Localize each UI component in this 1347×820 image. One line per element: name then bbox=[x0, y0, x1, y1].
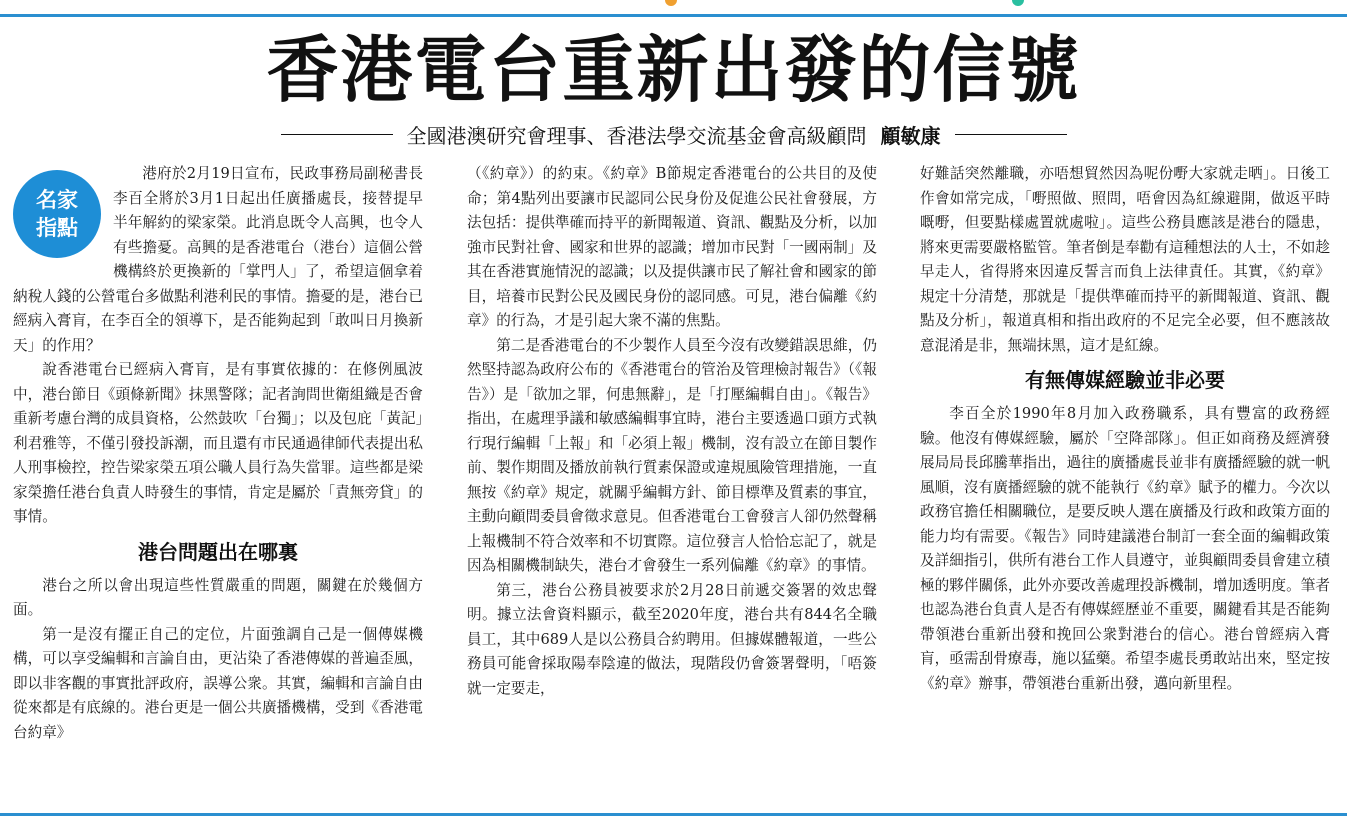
byline bbox=[0, 118, 1347, 150]
column-badge bbox=[13, 170, 101, 258]
byline-role: 全國港澳研究會理事、香港法學交流基金會高級顧問 bbox=[406, 123, 867, 148]
top-decoration bbox=[1012, 0, 1024, 6]
column-1 bbox=[13, 162, 423, 745]
paragraph: 好難話突然離職，亦唔想貿然因為呢份嘢大家就走晒」。日後工作會如常完成，「嘢照做、照問，唔會因為紅線避開，做返平時嘅嘢，但要點樣處置就處啦」。這些公務員應該是港台的隱患，將來更需要嚴格監管。筆者倒是奉勸有這種想法的人士，不如趁早走人，省得將來因違反誓言而負上法律責任。其實，《約章》規定十分清楚，那就是「提供準確而持平的新聞報道、資訊、觀點及分析」，報道真相和指出政府的不足完全必要，但不應該故意混淆是非，無端抹黑，這才是紅線。 bbox=[920, 165, 1330, 354]
paragraph: 說香港電台已經病入膏肓，是有事實依據的：在修例風波中，港台節目《頭條新聞》抹黑警隊；記者詢問世衛組織是否會重新考慮台灣的成員資格，公然鼓吹「台獨」；以及包庇「黃記」利君雅等，不僅引發投訴潮，而且還有市民通過律師代表提出私人刑事檢控，控告梁家榮五項公職人員行為失當罪。這些都是梁家榮擔任港台負責人時發生的事情，肯定是屬於「責無旁貸」的事情。 bbox=[13, 361, 423, 525]
paragraph: 第三，港台公務員被要求於2月28日前遞交簽署的效忠聲明。據立法會資料顯示，截至2020年度，港台共有844名全職員工，其中689人是以公務員合約聘用。但據媒體報道，一些公務員可能會採取陽奉陰違的做法，現階段仍會簽署聲明，「唔簽就一定要走， bbox=[467, 581, 877, 697]
top-rule bbox=[0, 14, 1347, 17]
paragraph: 第一是沒有擺正自己的定位，片面強調自己是一個傳媒機構，可以享受編輯和言論自由，更沾染了香港傳媒的普遍歪風，即以非客觀的事實批評政府，誤導公衆。其實，編輯和言論自由從來都是有底線的。港台更是一個公共廣播機構，受到《香港電台約章》 bbox=[13, 625, 423, 741]
column-3 bbox=[920, 162, 1330, 696]
paragraph: 港府於2月19日宣布，民政事務局副秘書長李百全將於3月1日起出任廣播處長，接替提早半年解約的梁家榮。此消息既令人高興，也令人有些擔憂。高興的是香港電台（港台）這個公營機構終於更換新的「掌門人」了，希望這個拿着納稅人錢的公營電台多做點利港利民的事情。擔憂的是，港台已經病入膏肓，在李百全的領導下，是否能夠起到「敢叫日月換新天」的作用？ bbox=[13, 165, 423, 354]
top-decoration bbox=[665, 0, 677, 6]
bottom-rule bbox=[0, 813, 1347, 816]
byline-rule-right bbox=[955, 134, 1067, 135]
byline-author: 顧敏康 bbox=[880, 123, 941, 148]
byline-rule-left bbox=[281, 134, 393, 135]
paragraph: 李百全於1990年8月加入政務職系，具有豐富的政務經驗。他沒有傳媒經驗，屬於「空降部隊」。但正如商務及經濟發展局局長邱騰華指出，過往的廣播處長並非有廣播經驗的就一帆風順，沒有廣播經驗的就不能執行《約章》賦予的權力。今次以政務官擔任相關職位，是要反映人選在廣播及行政和政策方面的能力均有需要。《報告》同時建議港台制訂一套全面的編輯政策及詳細指引，供所有港台工作人員遵守，並與顧問委員會建立積極的夥伴關係，此外亦要改善處理投訴機制，增加透明度。筆者也認為港台負責人是否有傳媒經歷並不重要，關鍵看其是否能夠帶領港台重新出發和挽回公衆對港台的信心。港台曾經病入膏肓，亟需刮骨療毒，施以猛藥。希望李處長勇敢站出來，堅定按《約章》辦事，帶領港台重新出發，邁向新里程。 bbox=[920, 405, 1330, 692]
paragraph: 第二是香港電台的不少製作人員至今沒有改變錯誤思維，仍然堅持認為政府公布的《香港電台的管治及管理檢討報告》（《報告》）是「欲加之罪，何患無辭」，是「打壓編輯自由」。《報告》指出，在處理爭議和敏感編輯事宜時，港台主要透過口頭方式執行現行編輯「上報」和「必須上報」機制，沒有設立在節目製作前、製作期間及播放前執行質素保證或違規風險管理措施，一直無按《約章》規定，就關乎編輯方針、節目標準及質素的事宜，主動向顧問委員會徵求意見。但香港電台工會發言人卻仍然聲稱上報機制不符合效率和不切實際。這位發言人恰恰忘記了，就是因為相關機制缺失，港台才會發生一系列偏離《約章》的事情。 bbox=[467, 336, 877, 574]
paragraph: （《約章》）的約束。《約章》B節規定香港電台的公共目的及使命；第4點列出要讓市民認同公民身份及促進公民社會發展，方法包括：提供準確而持平的新聞報道、資訊、觀點及分析，以加強市民對社會、國家和世界的認識；增加市民對「一國兩制」及其在香港實施情況的認識；以及提供讓市民了解社會和國家的節目，培養市民對公民及國民身份的認同感。可見，港台偏離《約章》的行為，才是引起大衆不滿的焦點。 bbox=[467, 165, 877, 329]
section-heading: 港台問題出在哪裏 bbox=[138, 539, 298, 564]
badge-line-1: 名家 bbox=[36, 188, 78, 212]
section-heading: 有無傳媒經驗並非必要 bbox=[1025, 368, 1225, 392]
paragraph: 港台之所以會出現這些性質嚴重的問題，關鍵在於幾個方面。 bbox=[13, 576, 423, 618]
column-2 bbox=[467, 162, 877, 701]
article-title: 香港電台重新出發的信號 bbox=[266, 27, 1081, 112]
badge-line-2: 指點 bbox=[36, 216, 78, 240]
